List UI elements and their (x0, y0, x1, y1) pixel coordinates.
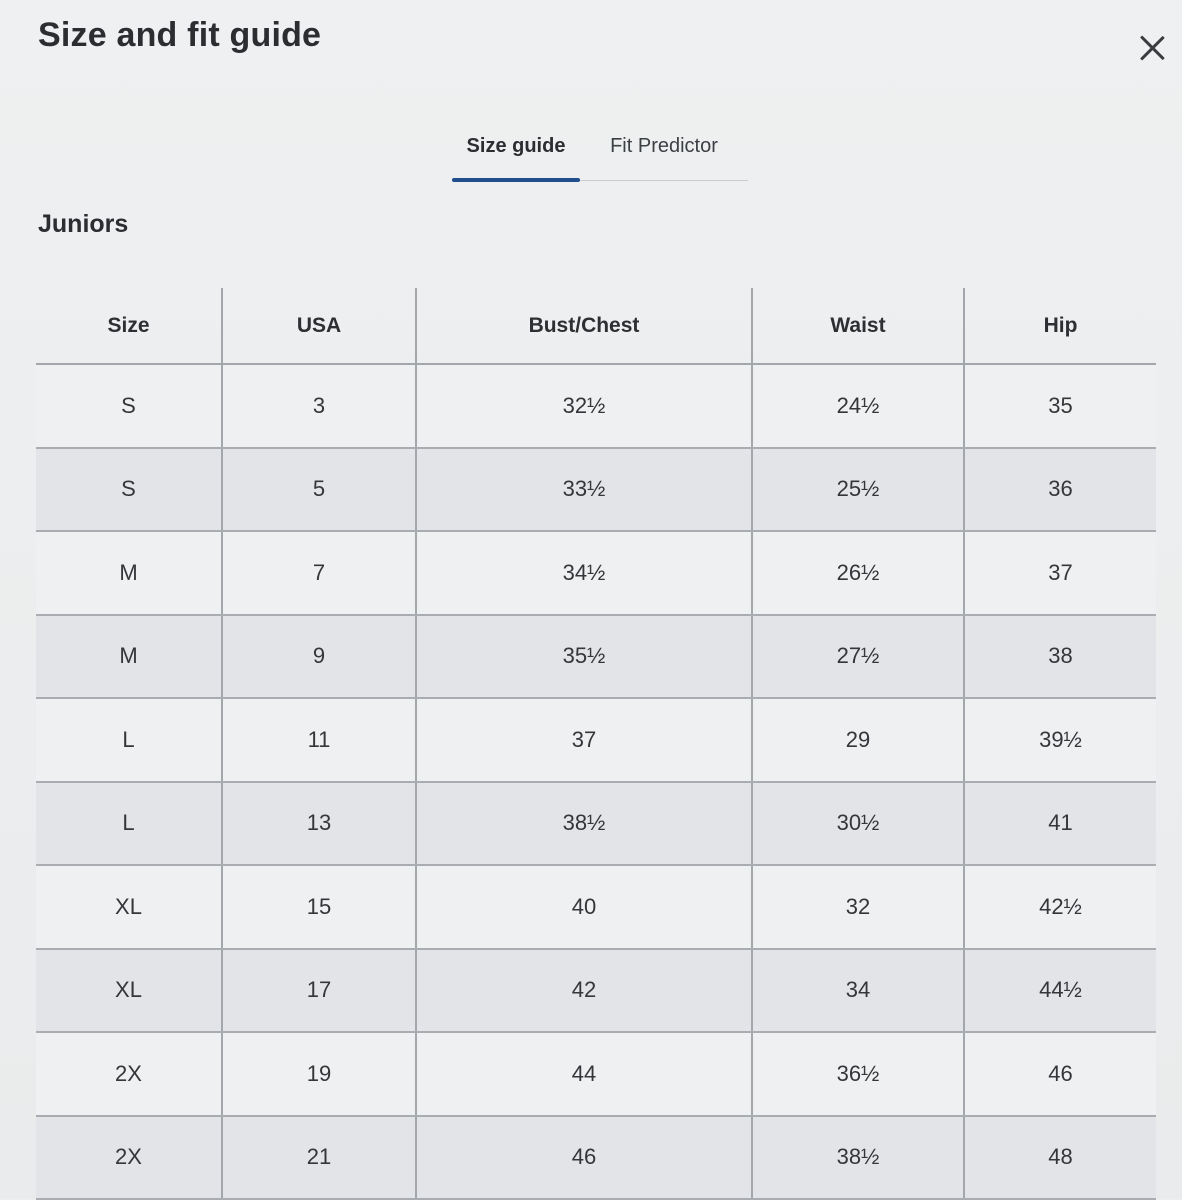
tab-fit-predictor[interactable] (580, 128, 748, 180)
table-header-row (36, 288, 1156, 364)
size-chart-table (36, 288, 1156, 1200)
table-row (36, 698, 1156, 782)
cell-size: M (36, 615, 222, 699)
cell-bust-chest: 33½ (416, 448, 752, 532)
cell-waist: 36½ (752, 1032, 964, 1116)
cell-usa: 5 (222, 448, 416, 532)
cell-hip: 46 (964, 1032, 1156, 1116)
cell-size: 2X (36, 1032, 222, 1116)
cell-hip: 48 (964, 1116, 1156, 1200)
cell-size: S (36, 364, 222, 448)
table-row (36, 448, 1156, 532)
cell-size: XL (36, 865, 222, 949)
cell-bust-chest: 35½ (416, 615, 752, 699)
table-row (36, 1116, 1156, 1200)
close-icon[interactable] (1134, 30, 1170, 66)
cell-bust-chest: 40 (416, 865, 752, 949)
table-row (36, 949, 1156, 1033)
table-row (36, 782, 1156, 866)
column-header-waist: Waist (752, 288, 964, 364)
table-row (36, 615, 1156, 699)
cell-bust-chest: 46 (416, 1116, 752, 1200)
cell-bust-chest: 37 (416, 698, 752, 782)
cell-hip: 37 (964, 531, 1156, 615)
cell-waist: 32 (752, 865, 964, 949)
section-title: Juniors (38, 210, 129, 238)
cell-size: S (36, 448, 222, 532)
cell-usa: 9 (222, 615, 416, 699)
cell-waist: 38½ (752, 1116, 964, 1200)
cell-usa: 13 (222, 782, 416, 866)
cell-waist: 34 (752, 949, 964, 1033)
cell-waist: 25½ (752, 448, 964, 532)
column-header-hip: Hip (964, 288, 1156, 364)
cell-waist: 27½ (752, 615, 964, 699)
column-header-size: Size (36, 288, 222, 364)
cell-hip: 44½ (964, 949, 1156, 1033)
cell-bust-chest: 42 (416, 949, 752, 1033)
cell-usa: 17 (222, 949, 416, 1033)
cell-bust-chest: 32½ (416, 364, 752, 448)
table-row (36, 531, 1156, 615)
tab-fit-predictor-label: Fit Predictor (610, 134, 718, 157)
cell-bust-chest: 34½ (416, 531, 752, 615)
cell-usa: 3 (222, 364, 416, 448)
modal-title: Size and fit guide (38, 16, 322, 54)
column-header-bust-chest: Bust/Chest (416, 288, 752, 364)
cell-usa: 7 (222, 531, 416, 615)
cell-bust-chest: 38½ (416, 782, 752, 866)
cell-waist: 26½ (752, 531, 964, 615)
table-row (36, 865, 1156, 949)
tab-bar (452, 128, 748, 181)
cell-waist: 29 (752, 698, 964, 782)
tab-size-guide-label: Size guide (466, 134, 566, 157)
cell-bust-chest: 44 (416, 1032, 752, 1116)
table-row (36, 1032, 1156, 1116)
cell-size: M (36, 531, 222, 615)
cell-usa: 11 (222, 698, 416, 782)
cell-waist: 30½ (752, 782, 964, 866)
column-header-usa: USA (222, 288, 416, 364)
cell-hip: 36 (964, 448, 1156, 532)
table-row (36, 364, 1156, 448)
tab-size-guide[interactable] (452, 128, 580, 180)
cell-hip: 39½ (964, 698, 1156, 782)
cell-size: XL (36, 949, 222, 1033)
cell-usa: 19 (222, 1032, 416, 1116)
cell-usa: 15 (222, 865, 416, 949)
cell-hip: 38 (964, 615, 1156, 699)
cell-usa: 21 (222, 1116, 416, 1200)
cell-size: 2X (36, 1116, 222, 1200)
cell-hip: 42½ (964, 865, 1156, 949)
cell-waist: 24½ (752, 364, 964, 448)
cell-size: L (36, 782, 222, 866)
cell-hip: 41 (964, 782, 1156, 866)
cell-size: L (36, 698, 222, 782)
cell-hip: 35 (964, 364, 1156, 448)
